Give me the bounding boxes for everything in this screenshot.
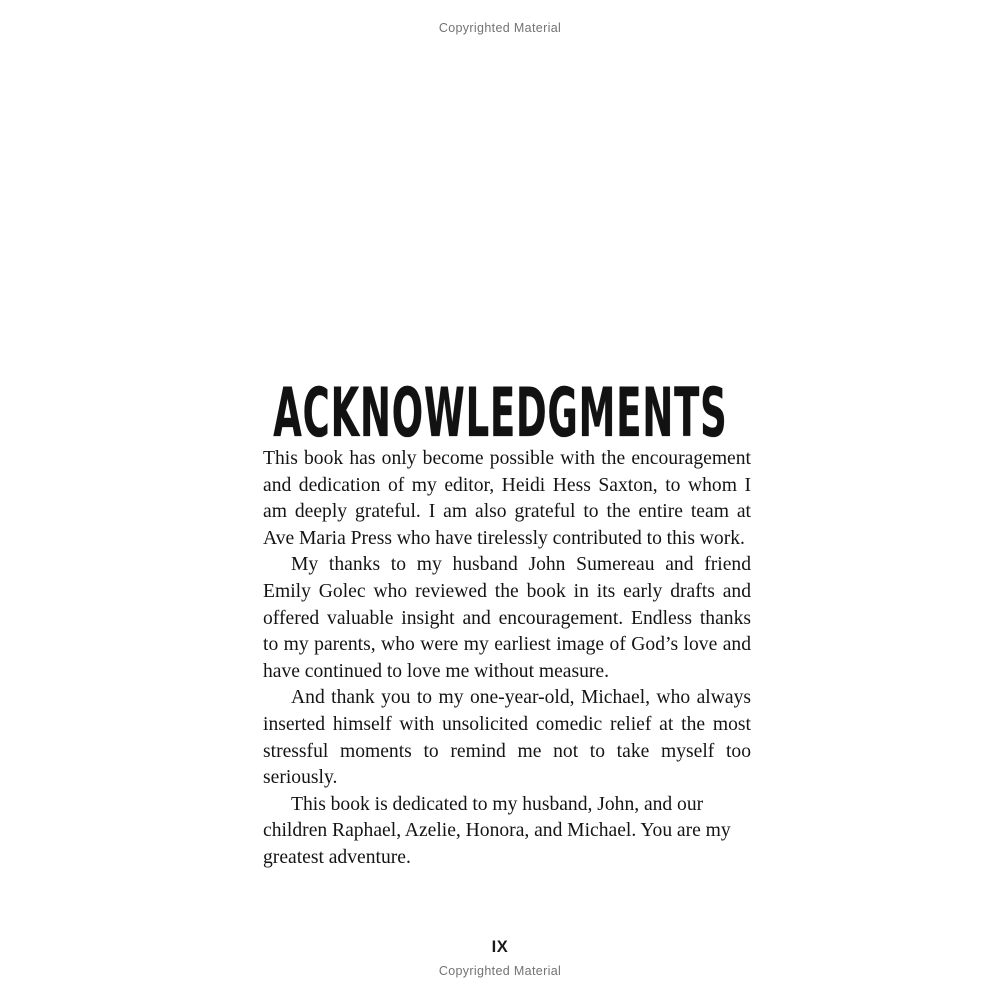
page-title: ACKNOWLEDGMENTS: [272, 374, 728, 453]
paragraph-4: This book is dedicated to my husband, John, and our children Raphael, Azelie, Honora, and Michael. You are my greatest adventure.: [263, 793, 731, 868]
copyright-watermark-top: Copyrighted Material: [438, 21, 562, 35]
paragraph-1: This book has only become possible with the encouragement and dedication of my editor, Heidi Hess Saxton, to whom I am deeply grateful. I am also grateful to the entire team at Ave Maria Press who have tirelessly contributed to this work.: [263, 448, 751, 549]
page-number: IX: [491, 938, 509, 956]
copyright-watermark-bottom: Copyrighted Material: [438, 964, 562, 978]
paragraph-2: My thanks to my husband John Sumereau and friend Emily Golec who reviewed the book in its early drafts and offered valuable insight and encouragement. Endless thanks to my parents, who were my earliest image of God’s love and have continued to love me without measure.: [263, 554, 751, 682]
paragraph-3: And thank you to my one-year-old, Michael, who always inserted himself with unsolicited comedic relief at the most stressful moments to remind me not to take myself too seriously.: [263, 687, 751, 789]
body-text-block: [263, 446, 751, 872]
